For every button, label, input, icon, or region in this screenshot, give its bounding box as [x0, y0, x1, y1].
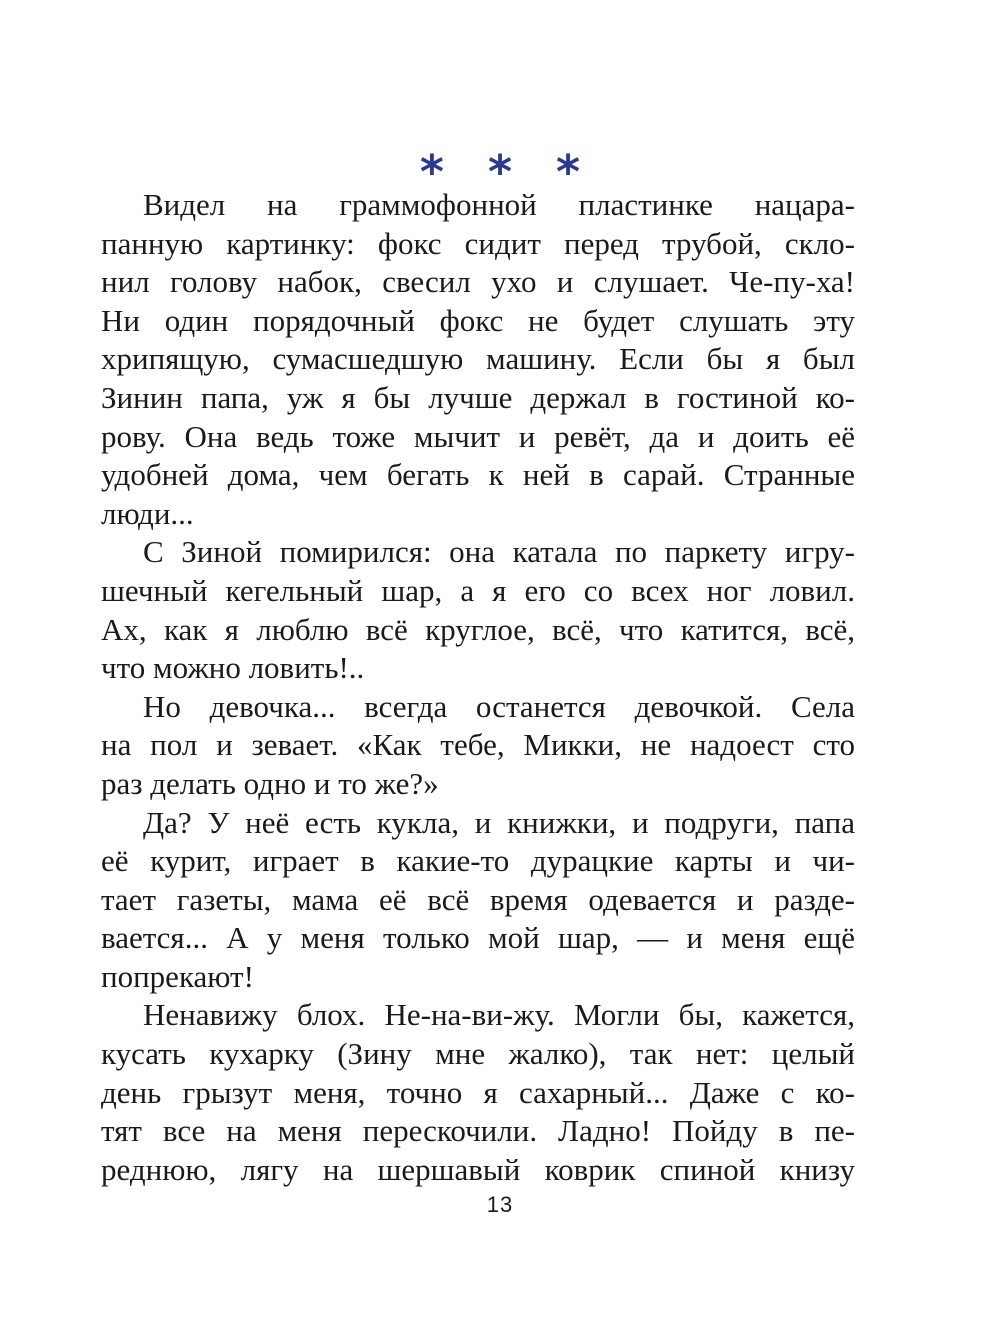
text-line: Видел на граммофонной пластинке нацара- [143, 187, 855, 222]
text-line: её курит, играет в какие-то дурацкие карты и чи- [101, 843, 855, 879]
text-line: хрипящую, сумасшедшую машину. Если бы я был [101, 341, 855, 377]
text-line: что можно ловить!.. [101, 650, 365, 686]
text-line: тает газеты, мама её всё время одевается и разде- [101, 881, 855, 917]
text-line: удобней дома, чем бегать к ней в сарай. Странные [101, 457, 855, 493]
text-line: Ни один порядочный фокс не будет слушать эту [101, 302, 855, 338]
text-line: Ненавижу блох. Не-на-ви-жу. Могли бы, кажется, [143, 997, 855, 1033]
text-line: рову. Она ведь тоже мычит и ревёт, да и доить её [101, 418, 855, 454]
text-line: Но девочка... всегда останется девочкой. Села [143, 688, 855, 724]
asterisk-icon: * [487, 145, 535, 199]
text-line: день грызут меня, точно я сахарный... Даже с ко- [101, 1074, 855, 1110]
text-line: реднюю, лягу на шершавый коврик спиной книзу [101, 1151, 855, 1187]
text-line: люди... [101, 495, 194, 531]
text-line: тят все на меня перескочили. Ладно! Пойду в пе- [101, 1113, 855, 1149]
text-line: нил голову набок, свесил ухо и слушает. Че-пу-ха! [101, 264, 855, 300]
text-line: раз делать одно и то же?» [101, 765, 439, 801]
text-line: Ах, как я люблю всё круглое, всё, что катится, всё, [101, 611, 855, 647]
page-number: 13 [486, 1192, 514, 1217]
text-line: попрекают! [101, 958, 254, 994]
body-text [101, 186, 855, 1189]
text-line: Да? У неё есть кукла, и книжки, и подруги, папа [143, 804, 855, 840]
text-line: Зинин папа, уж я бы лучше держал в гостиной ко- [101, 379, 855, 415]
asterisk-icon: * [419, 145, 466, 199]
text-line: С Зиной помирился: она катала по паркету игру- [143, 534, 855, 570]
text-line: панную картинку: фокс сидит перед трубой, скло- [101, 225, 855, 261]
text-line: вается... А у меня только мой шар, — и меня ещё [101, 920, 855, 956]
text-line: шечный кегельный шар, а я его со всех ног ловил. [101, 572, 855, 608]
text-line: кусать кухарку (Зину мне жалко), так нет: целый [101, 1036, 855, 1072]
asterisk-icon: * [556, 145, 603, 199]
text-line: на пол и зевает. «Как тебе, Микки, не надоест сто [101, 727, 855, 763]
